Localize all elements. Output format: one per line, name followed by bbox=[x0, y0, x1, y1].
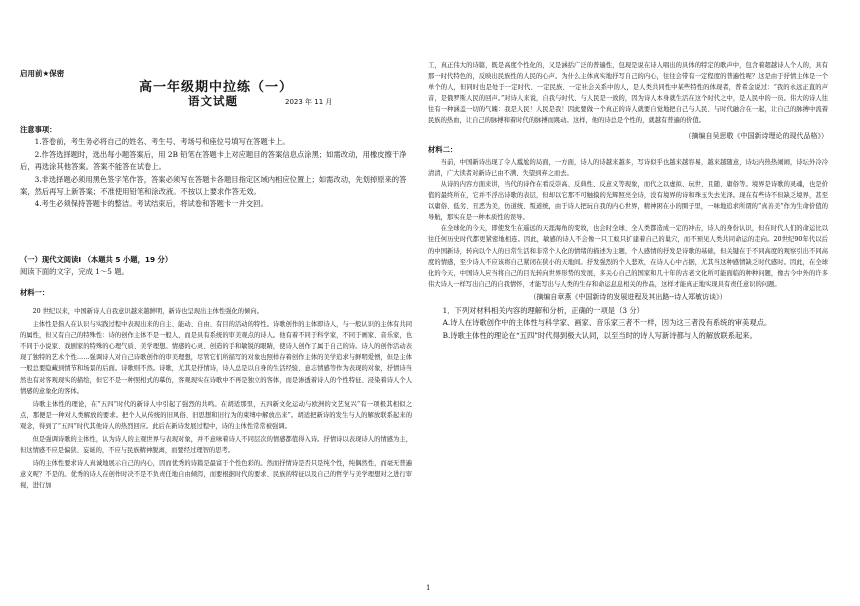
notes-item: 4.考生必须保持答题卡的整洁。考试结束后，将试卷和答题卡一并交回。 bbox=[34, 199, 268, 209]
question-stem: 1．下列对材料相关内容的理解和分析，正确的一项是（3 分） bbox=[442, 305, 644, 315]
confidential-label: 启用前★保密 bbox=[20, 69, 65, 78]
exam-date: 2023 年 11 月 bbox=[285, 98, 333, 106]
section-heading: （一）现代文阅读Ⅰ （本题共 5 小题，19 分） bbox=[20, 255, 173, 264]
paragraph: 当前，中国新诗出现了令人尴尬的局面，一方面，诗人的诗越来越多，写诗似乎也越来越容易，越来越随意，诗坛内热热闹闹，诗坛外冷冷清清，广大读者对新诗已由不满、失望到弃之而去。 bbox=[428, 158, 828, 177]
exam-subtitle: 语文试题 bbox=[188, 94, 238, 108]
notes-item: 3.非选择题必须用黑色签字笔作答，答案必须写在答题卡各题目指定区域内相应位置上；如需改动，先划掉原来的答案，然后再写上新答案；不准使用铅笔和涂改液。不按以上要求作答无效。 bbox=[20, 174, 407, 197]
notes-item: 2.作答选择题时，选出每小题答案后，用 2B 铅笔在答题卡上对应题目的答案信息点涂黑；如需改动，用橡皮擦干净后，再选涂其他答案。答案不能答在试卷上。 bbox=[20, 149, 407, 172]
right-column bbox=[428, 60, 828, 342]
material2-label: 材料二： bbox=[428, 144, 458, 154]
question-option-a: A.诗人在诗歌创作中的主体性与科学家、画家、音乐家三者不一样，因为这三者没有系统的审美观点。 bbox=[442, 318, 772, 328]
question-option-b: B.诗歌主体性的理论在“五四”时代得到极大认同，以至当时的诗人写新诗都与人的解放联系起来。 bbox=[442, 330, 757, 340]
paragraph: 在全球化的今天，即使发生在遥远的天涯海角的变故，也会时全球、全人类都造成一定的冲击，诗人的身份认识，但在时代人们的命运比以往任何历史时代都更紧密地相连。因此，敏感的诗人不会像一只工蚁只扩建着自己的巢穴，而不预见人类共同命运的走向。20世纪90年代以后的中国新诗，转向以个人的日常生活和非常个人化的情绪的描述为主题，个人感情的抒发是诗歌的基础，但关键在于不同高度的观察引出不同高度的情感，至少诗人不应该将自己紧闭在狭小的天地间。抒发强烈的个人悲欢，在诗人心中占据，尤其当这种感情缺乏时代感时。因此，在全球化的今天，中国诗人应当将自己的目光转向世界形势的发展，多关心自己的国家和几十年的古老文化所可能面临的种种问题，像古今中外的许多伟大诗人一样写出自己的自我情怀，才能写出与人类的生存和命运息息相关的作品，这样才能真正地实现具有责任意识的问题。 bbox=[428, 225, 828, 288]
paragraph: 诗的主体性要求诗人真诚地展示自己的内心，因而优秀的诗篇是最富于个性色彩的。然而抒情诗是否只是纯个性，纯偶然性，而毫无普遍意义呢？不是的。优秀的诗人在创作时决不是不负责任地自由倾泻，而要根据时代的要求、民族的特征以及自己的哲学与美学理想对之进行审视，进行加 bbox=[20, 460, 412, 490]
notes-item: 1.答卷前，考生务必将自己的姓名、考生号、考场号和座位号填写在答题卡上。 bbox=[34, 137, 290, 147]
paragraph: 诗歌主体性的理论，在“五四”时代的新诗人中引起了强烈的共鸣。在胡适那里，五四新文化运动与欧洲的文艺复兴“有一项极其相似之点，那便是一种对人类解放的要求。把个人从传统的旧风俗、旧思想和旧行为的束缚中解放出来”。胡适把新诗的发生与人的解放联系起来的观念，得到了“五四”时代其他诗人的热烈回应。此后在新诗发展过程中，诗的主体性常常被强调。 bbox=[20, 400, 412, 430]
exam-title: 高一年级期中拉练（一） bbox=[138, 80, 293, 95]
section-instruction: 阅读下面的文字，完成 1～5 题。 bbox=[20, 267, 129, 277]
source-citation-2: （摘编自章燕《中国新诗的发展进程及其出路--诗人郑敏访谈》） bbox=[529, 292, 727, 301]
reading-section-header bbox=[20, 254, 412, 299]
source-citation-1: （摘编自吴思敬《中国新诗理论的现代品格》） bbox=[684, 131, 828, 140]
notes-section bbox=[20, 124, 412, 211]
material1-label: 材料一： bbox=[20, 287, 50, 297]
paragraph: 从诗的内容方面来讲，当代的诗作在看反崇高、反典性、反意义等现象，而代之以虚拟、玩世、且随、庸俗等。境界是诗歌的灵魂，也是价值的最终所在，它并不浮出诗歌的表层，但却以它那不可触摸的光辉照亮全诗，没有境界的诗和珠玉失去光泽。现在有些诗不但缺乏境界，甚至以庸俗、低劣、丑恶为美，仿道统、叛道统，由于诗人把玩自我的内心世界，精神困在小的圈子里，一味地追求所谓的“真善美”作为生命价值的导航，那实在是一种本质性的误导。 bbox=[428, 180, 828, 222]
page-number: 1 bbox=[426, 584, 431, 592]
paragraph: 20 世纪以来，中国新诗人自我意识越来越鲜明，新诗也呈现出主体性强化的倾向。 bbox=[32, 308, 263, 315]
paragraph: 工，真正伟大的诗篇，既是高度个性化的，又是涵括广泛的普遍性，包现是说在诗人唱出的具体的特定的歌声中，包含着超越诗人个人的，具有那一时代特色的，反映出民族性的人民的心声。为什么主体真实地抒写自己的内心，往往会带有一定程度的普遍性呢？这是由于抒情主体是一个单个的人，但同时也是处于一定时代、一定民族、一定社会关系中的人，是人类共同性中某些特性的体现者，普希金说过：“我的永远正直的声音，是俄罗斯人民的回声。”对诗人来说，自我与时代、与人民是一致的，因为诗人本身就生活在这个时代之中，是人民中的一员。伟大的诗人往往有一种涵盖一切的气魄：我是人民！人民是我！因此要做一个真正的诗人就要自觉地把自己与人民、与时代融合在一起，让自己的脉搏中流着民族的热血，让自己的脉搏和着时代的脉搏而跳动。这样，他的诗总是个性的，就越有普遍的价值。 bbox=[428, 62, 828, 125]
material1-text bbox=[20, 306, 412, 494]
notes-heading: 注意事项： bbox=[20, 125, 57, 134]
paragraph: 但是强调诗歌的主体性，认为诗人的主观世界与表现对象，并不意味着诗人不同层次的情感都值得入诗。抒情诗以表现诗人的情感为主，但这情感不应是偏狭、妄诞的，不应与民族精神脱离，而要经过理智的思考。 bbox=[20, 436, 412, 455]
paragraph: 主体性是指人在认识与实践过程中表现出来的自主、能动、自由、有目的活动的特性。诗歌创作的主体即诗人，与一般认识的主体有共同的属性，但又有自己的特殊性：诗的创作主体不是一般人，而是具有系统的审美观点的诗人。他有着不同于科学家，不同于画家、音乐家，也不同于小说家、戏剧家的特殊的心理气质、美学理想。情感的心灵、创造的手和敏锐的眼睛，使诗人创作了属于自己的诗。诗人的创作活动表现了独特的艺术个性……强调诗人对自己诗歌创作的审美理想，尽管它们所描写的对象也照样存着创作主体的美学追求与鲜明爱憎，但是主体一般总要隐藏到情节和场景的后面。诗歌则不然。诗歌，尤其是抒情诗，诗人总是以自身的生活经验、意志情感等作为表现的对象，抒情诗当然也有对客观现实的描绘，但它不是一种照相式的摹仿，客观现实在诗歌中不再是独立的客体，而是渗透着诗人的个性特征、浸染着诗人个人情感的意象化的客体。 bbox=[20, 321, 412, 395]
